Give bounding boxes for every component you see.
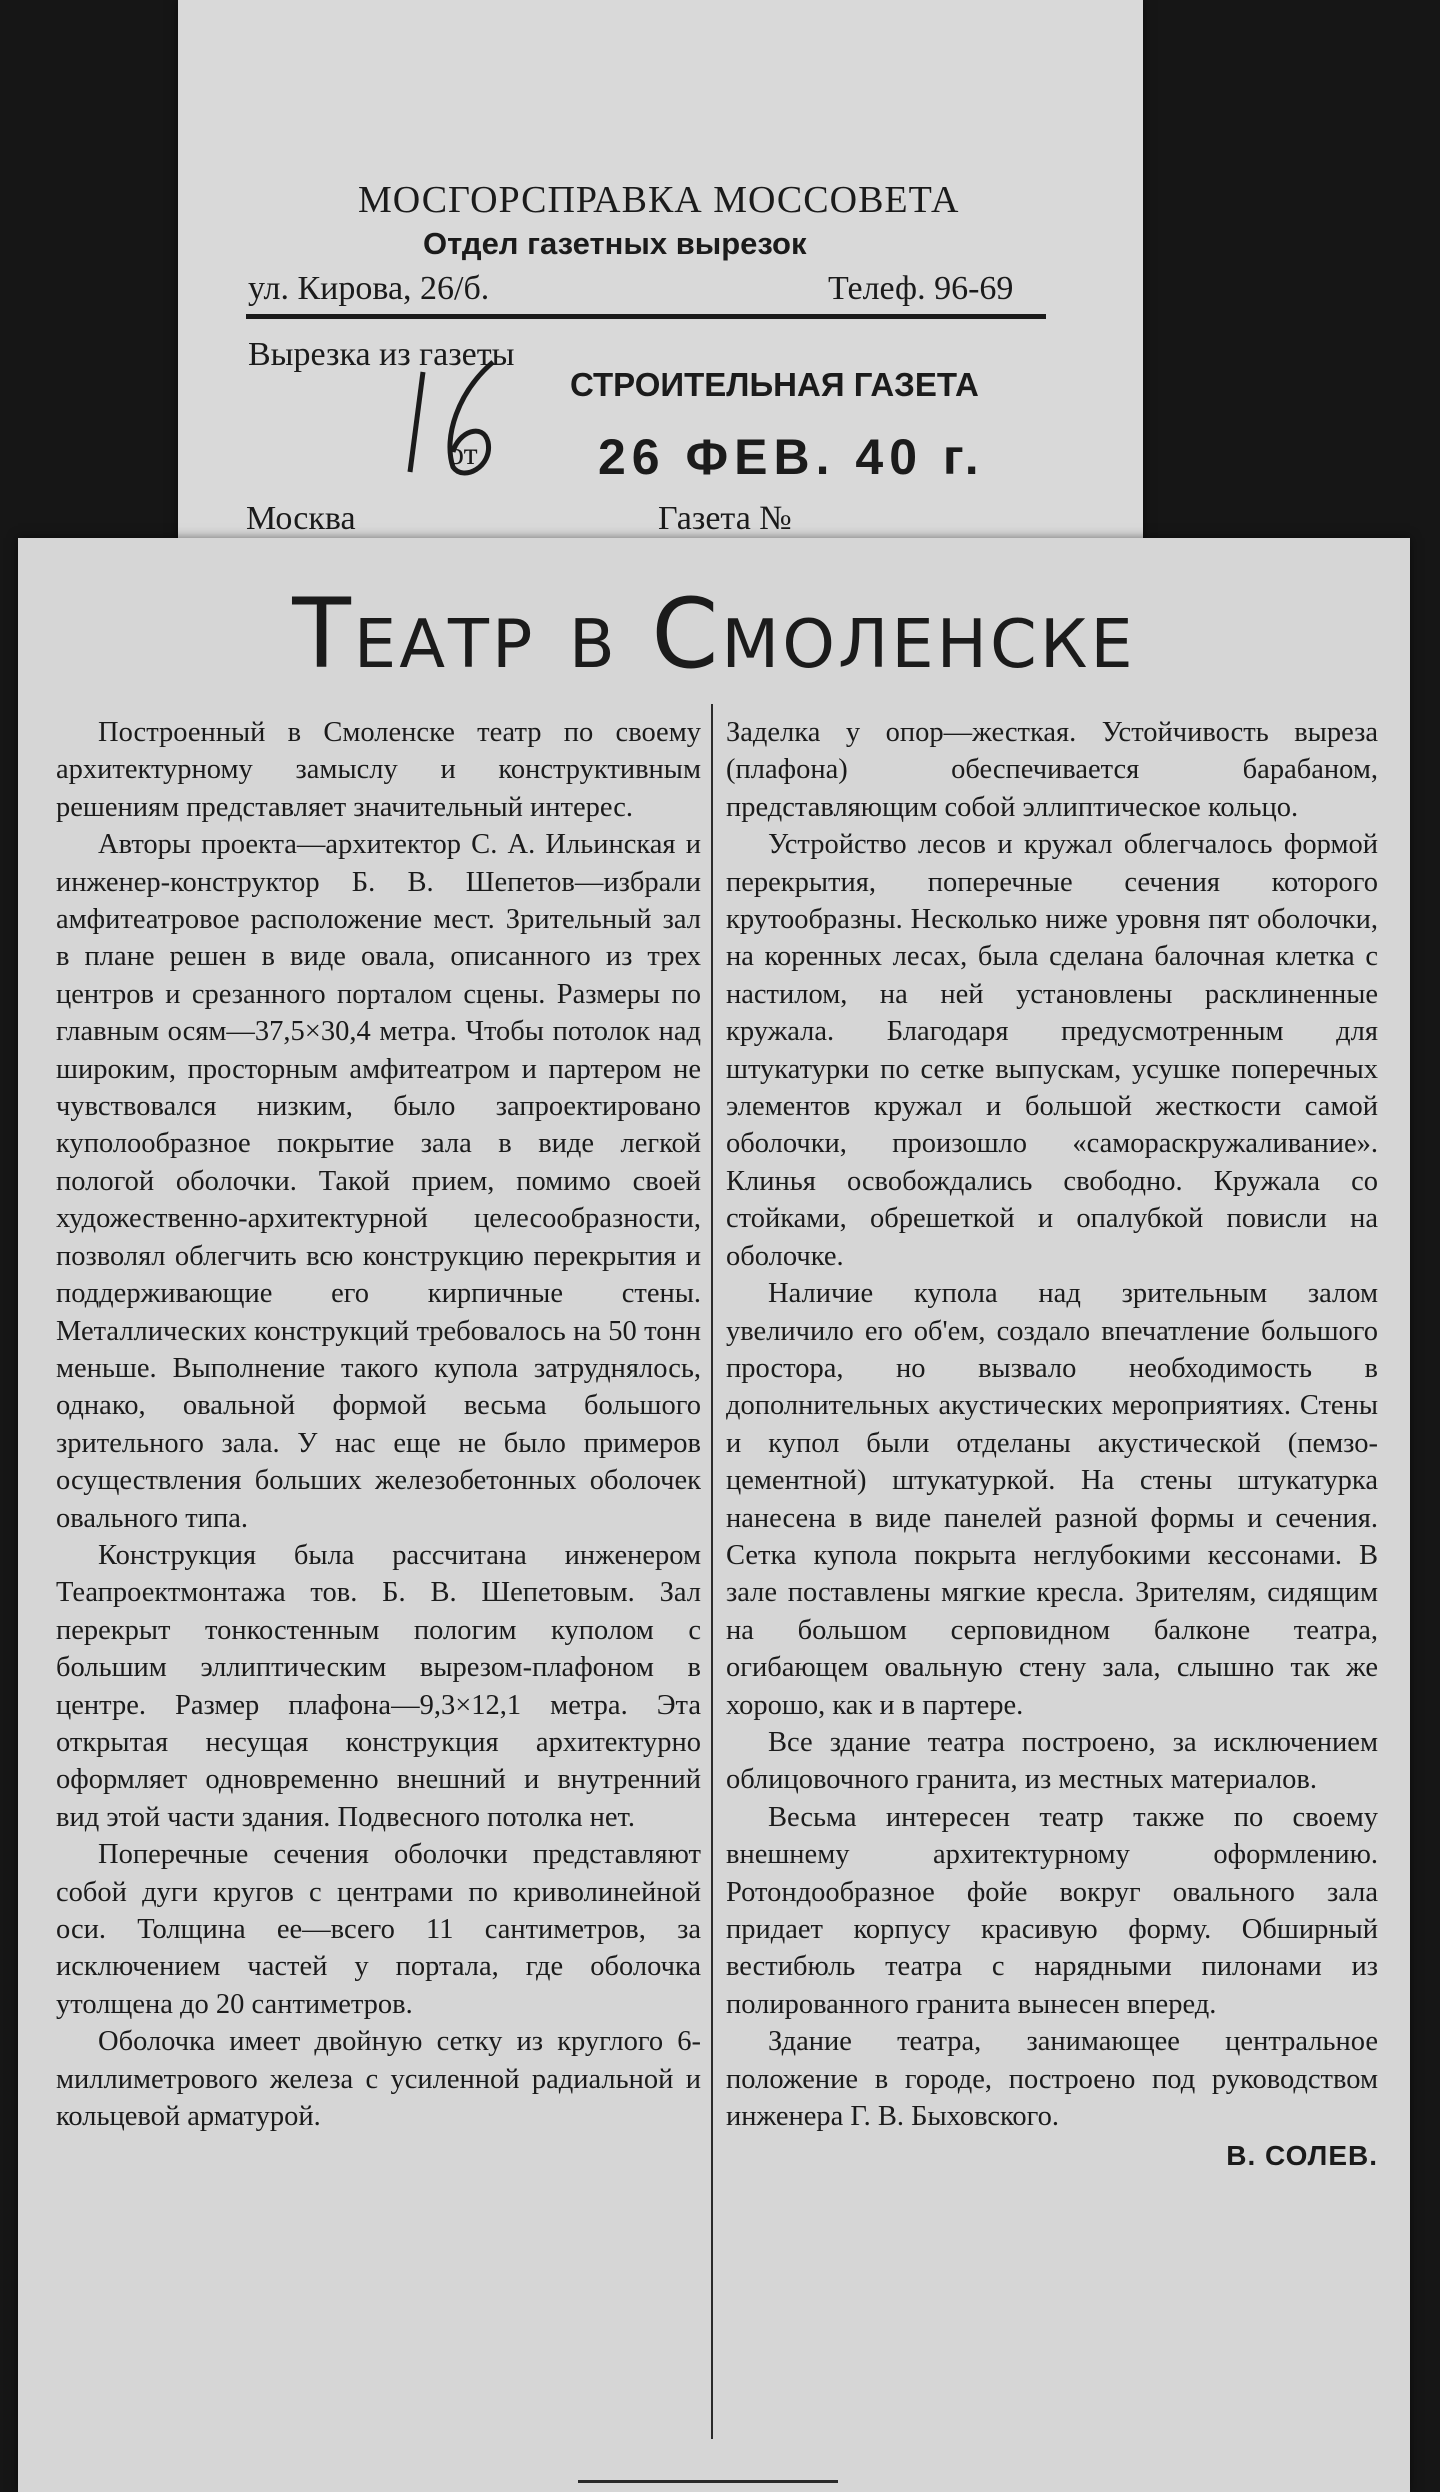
paragraph: Весьма интересен театр также по своему внешнему архитектурному оформлению. Ротондообразное фойе вокруг овального зала придает корпусу красивую форму. Обширный вестибюль театра с нарядными пилонами из полированного гранита вынесен вперед. [726, 1801, 1378, 2020]
left-column [56, 714, 701, 2135]
cutting-label: Вырезка из газеты [248, 336, 515, 373]
paragraph: Все здание театра построено, за исключением облицовочного гранита, из местных материалов. [726, 1726, 1378, 1796]
paragraph: Оболочка имеет двойную сетку из круглого 6-миллиметрового железа с усиленной радиальной и кольцевой арматурой. [56, 2026, 701, 2133]
paragraph: Построенный в Смоленске театр по своему архитектурному замыслу и конструктивным решениям представляет значительный интерес. [56, 717, 701, 823]
date-from-label: от [448, 435, 478, 471]
clipping-service-slip [178, 0, 1143, 560]
newspaper-clipping [18, 538, 1410, 2492]
column-divider [711, 704, 713, 2439]
paragraph: Авторы проекта—архитектор С. А. Ильинская и инженер-конструктор Б. В. Шепетов—избрали амфитеатровое расположение мест. Зрительный зал в плане решен в виде овала, описанного из трех центров и срезанного порталом сцены. Размеры по главным осям—37,5×30,4 метра. Чтобы потолок над широким, просторным амфитеатром и партером не чувствовался низким, было запроектировано куполообразное покрытие зала в виде легкой пологой оболочки. Такой прием, помимо своей художественно-архитектурной целесообразности, позволял облегчить всю конструкцию перекрытия и поддерживающие его кирпичные стены. Металлических конструкций требовалось на 50 тонн меньше. Выполнение такого купола затруднялось, однако, овальной формой весьма большого зрительного зала. У нас еще не было примеров осуществления больших железобетонных оболочек овального типа. [56, 829, 701, 1534]
gazette-number-label: Газета № [658, 500, 792, 537]
paragraph: Конструкция была рассчитана инженером Теапроектмонтажа тов. Б. В. Шепетовым. Зал перекрыт тонкостенным пологим куполом с большим эллиптическим вырезом-плафоном в центре. Размер плафона—9,3×12,1 метра. Эта открытая несущая конструкция архитектурно оформляет одновременно внешний и внутренний вид этой части здания. Подвесного потолка нет. [56, 1539, 701, 1833]
right-column [726, 714, 1378, 2175]
paragraph: Поперечные сечения оболочки представляют собой дуги кругов с центрами по криволинейной оси. Толщина ее—всего 11 сантиметров, за исключением частей у портала, где оболочка утолщена до 20 сантиметров. [56, 1839, 701, 2020]
date-stamp: 26 ФЕВ. 40 г. [598, 429, 985, 485]
address: ул. Кирова, 26/б. [248, 270, 490, 307]
paragraph-continued: Заделка у опор—жесткая. Устойчивость выреза (плафона) обеспечивается барабаном, представляющим собой эллиптическое кольцо. [726, 717, 1378, 823]
phone: Телеф. 96-69 [828, 270, 1014, 307]
article-title: Театр в Смоленске [292, 578, 1136, 690]
paragraph: Наличие купола над зрительным залом увеличило его об'ем, создало впечатление большого простора, но вызвало необходимость в дополнительных акустических мероприятиях. Стены и купол были отделаны акустической (пемзо-цементной) штукатуркой. На стены штукатурка нанесена в виде панелей разной формы и сечения. Сетка купола покрыта неглубокими кессонами. В зале поставлены мягкие кресла. Зрителям, сидящим на большом серповидном балконе театра, огибающем овальную стену зала, слышно так же хорошо, как и в партере. [726, 1278, 1378, 1721]
author-signature: В. СОЛЕВ. [1226, 2140, 1378, 2172]
bottom-rule [578, 2480, 838, 2483]
header-rule [246, 314, 1046, 319]
paragraph: Устройство лесов и кружал облегчалось формой перекрытия, поперечные сечения которого крутообразны. Несколько ниже уровня пят оболочки, на коренных лесах, была сделана балочная клетка с настилом, на ней установлены расклиненные кружала. Благодаря предусмотренным для штукатурки по сетке выпускам, усушке поперечных элементов кружал и большой жесткости самой оболочки, произошло «самораскружаливание». Клинья освобождались свободно. Кружала со стойками, обрешеткой и опалубкой повисли на оболочке. [726, 829, 1378, 1272]
department-name: Отдел газетных вырезок [423, 226, 807, 261]
paragraph: Здание театра, занимающее центральное положение в городе, построено под руководством инженера Г. В. Быховского. [726, 2026, 1378, 2133]
newspaper-name: СТРОИТЕЛЬНАЯ ГАЗЕТА [570, 366, 979, 403]
city: Москва [246, 500, 356, 537]
org-name: МОСГОРСПРАВКА МОССОВЕТА [358, 179, 960, 221]
